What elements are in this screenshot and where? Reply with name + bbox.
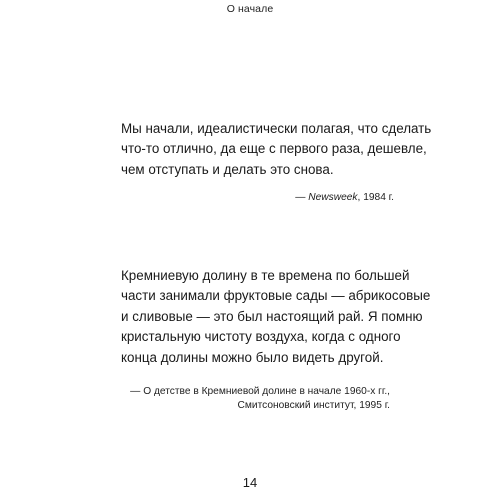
- attribution-dash: —: [295, 192, 309, 204]
- quote-attribution: [121, 191, 396, 205]
- quote-line: что-то отлично, да еще с первого раза, дешевле,: [121, 141, 427, 157]
- quote-line: конца долины можно было видеть другой.: [121, 349, 384, 365]
- epigraph-newsweek: [121, 119, 432, 205]
- quote-text: [121, 119, 432, 180]
- quote-line: и сливовые — это был настоящий рай. Я помню: [121, 308, 423, 324]
- page-number: 14: [242, 475, 258, 490]
- quote-line: чем отступать и делать это снова.: [121, 161, 334, 177]
- quote-line: части занимали фруктовые сады — абрикосовые: [121, 288, 431, 304]
- quote-attribution: [121, 385, 396, 413]
- quote-line: Кремниевую долину в те времена по большей: [121, 268, 410, 283]
- epigraph-smithsonian: [121, 266, 431, 413]
- running-header: О начале: [226, 3, 274, 15]
- attribution-source: Newsweek: [308, 192, 358, 204]
- attribution-line: Смитсоновский институт, 1995 г.: [237, 400, 390, 412]
- quote-line: Мы начали, идеалистически полагая, что сделать: [121, 121, 432, 136]
- quote-line: кристальную чистоту воздуха, когда с одного: [121, 329, 401, 345]
- attribution-line: — О детстве в Кремниевой долине в начале 1960-х гг.,: [130, 386, 390, 398]
- quote-text: [121, 266, 431, 368]
- attribution-year: , 1984 г.: [357, 192, 394, 204]
